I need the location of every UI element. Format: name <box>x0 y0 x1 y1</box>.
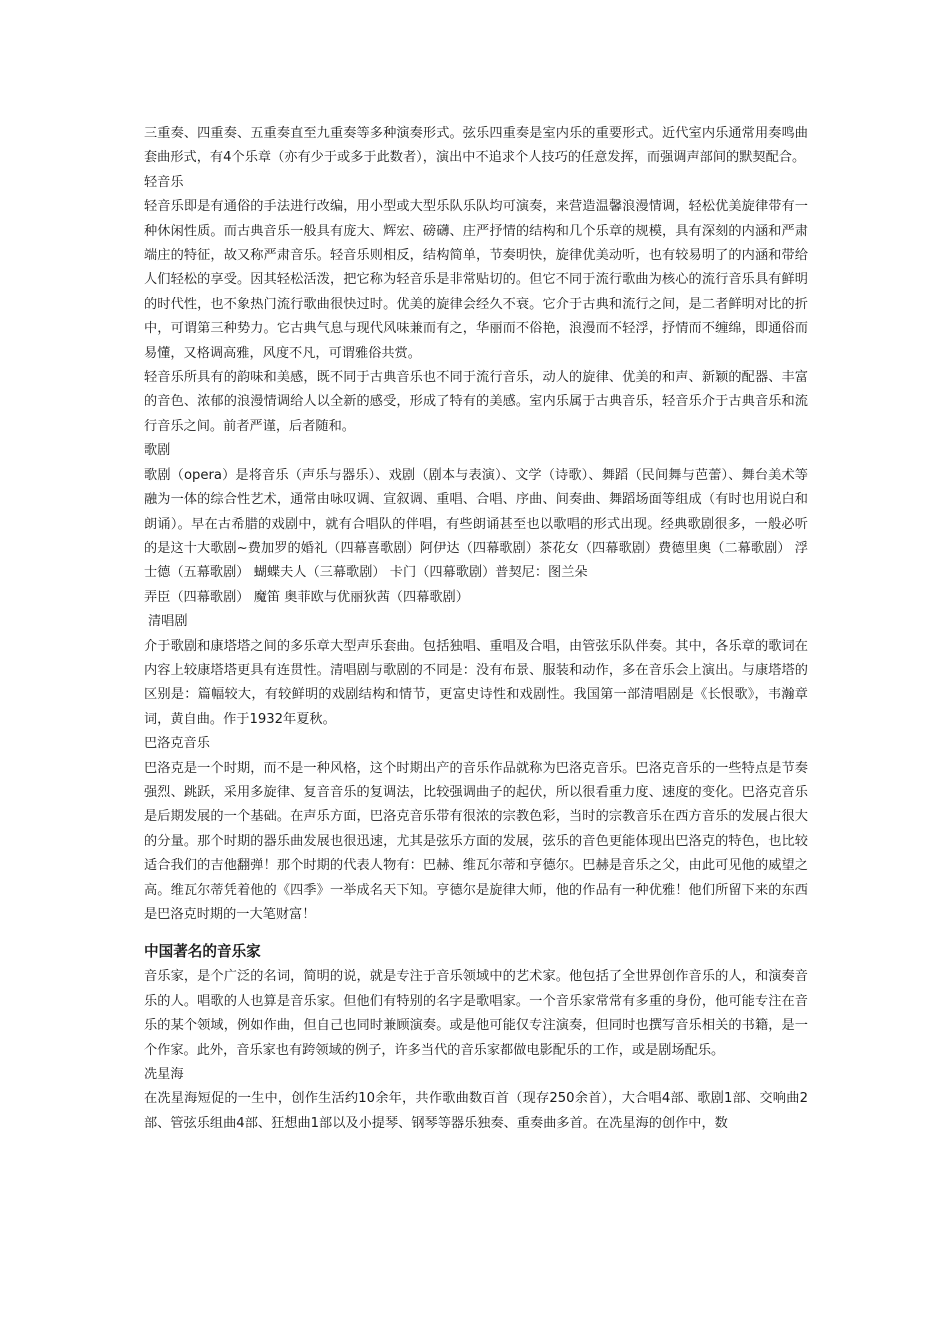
paragraph-musicians: 音乐家，是个广泛的名词，简明的说，就是专注于音乐领域中的艺术家。他包括了全世界创作音乐的人，和演奏音乐的人。唱歌的人也算是音乐家。但他们有特别的名字是歌唱家。一个音乐家常常有多重的身份，他可能专注在音乐的某个领域，例如作曲，但自己也同时兼顾演奏。或是他可能仅专注演奏，但同时也撰写音乐相关的书籍，是一个作家。此外，音乐家也有跨领域的例子，许多当代的音乐家都做电影配乐的工作，或是剧场配乐。 <box>144 969 808 1058</box>
section-title-chinese-musicians: 中国著名的音乐家 <box>144 943 261 961</box>
paragraph-baroque: 巴洛克是一个时期，而不是一种风格，这个时期出产的音乐作品就称为巴洛克音乐。巴洛克音乐的一些特点是节奏强烈、跳跃，采用多旋律、复音音乐的复调法，比较强调曲子的起伏，所以很看重力度、速度的变化。巴洛克音乐是后期发展的一个基础。在声乐方面，巴洛克音乐带有很浓的宗教色彩，当时的宗教音乐在西方音乐的发展占很大的分量。那个时期的器乐曲发展也很迅速，尤其是弦乐方面的发展，弦乐的音色更能体现出巴洛克的特色，也比较适合我们的吉他翻弹！那个时期的代表人物有：巴赫、维瓦尔蒂和亨德尔。巴赫是音乐之父，由此可见他的威望之高。维瓦尔蒂凭着他的《四季》一举成名天下知。亨德尔是旋律大师，他的作品有一种优雅！他们所留下来的东西是巴洛克时期的一大笔财富！ <box>144 760 808 922</box>
heading-xian-xinghai: 冼星海 <box>144 1067 184 1083</box>
paragraph-xian-xinghai: 在冼星海短促的一生中，创作生活约10余年，共作歌曲数百首（现存250余首），大合唱4部、歌剧1部、交响曲2部、管弦乐组曲4部、狂想曲1部以及小提琴、钢琴等器乐独奏、重奏曲多首。在冼星海的创作中，数 <box>144 1091 808 1131</box>
paragraph-light-music-2: 轻音乐所具有的韵味和美感，既不同于古典音乐也不同于流行音乐，动人的旋律、优美的和声、新颖的配器、丰富的音色、浓郁的浪漫情调给人以全新的感受，形成了特有的美感。室内乐属于古典音乐，轻音乐介于古典音乐和流行音乐之间。前者严谨，后者随和。 <box>144 370 808 434</box>
paragraph-oratorio: 介于歌剧和康塔塔之间的多乐章大型声乐套曲。包括独唱、重唱及合唱，由管弦乐队伴奏。其中，各乐章的歌词在内容上较康塔塔更具有连贯性。清唱剧与歌剧的不同是：没有布景、服装和动作，多在音乐会上演出。与康塔塔的区别是：篇幅较大，有较鲜明的戏剧结构和情节，更富史诗性和戏剧性。我国第一部清唱剧是《长恨歌》，韦瀚章词，黄自曲。作于1932年夏秋。 <box>144 638 808 727</box>
heading-opera: 歌剧 <box>144 443 171 459</box>
heading-light-music: 轻音乐 <box>144 174 184 190</box>
heading-oratorio: 清唱剧 <box>148 614 188 630</box>
heading-baroque: 巴洛克音乐 <box>144 736 210 752</box>
document-page <box>144 122 808 1136</box>
paragraph-opera-1: 歌剧（opera）是将音乐（声乐与器乐）、戏剧（剧本与表演）、文学（诗歌）、舞蹈（民间舞与芭蕾）、舞台美术等融为一体的综合性艺术，通常由咏叹调、宣叙调、重唱、合唱、序曲、间奏曲、舞蹈场面等组成（有时也用说白和朗诵）。早在古希腊的戏剧中，就有合唱队的伴唱，有些朗诵甚至也以歌唱的形式出现。经典歌剧很多，一般必听的是这十大歌剧~费加罗的婚礼（四幕喜歌剧）阿伊达（四幕歌剧）茶花女（四幕歌剧）费德里奥（二幕歌剧） 浮士德（五幕歌剧） 蝴蝶夫人（三幕歌剧） 卡门（四幕歌剧）普契尼：图兰朵 <box>144 467 808 581</box>
paragraph-light-music-1: 轻音乐即是有通俗的手法进行改编，用小型或大型乐队乐队均可演奏，来营造温馨浪漫情调，轻松优美旋律带有一种休闲性质。而古典音乐一般具有庞大、辉宏、磅礴、庄严抒情的结构和几个乐章的规模，具有深刻的内涵和严肃端庄的特征，故又称严肃音乐。轻音乐则相反，结构简单，节奏明快，旋律优美动听，也有较易明了的内涵和带给人们轻松的享受。因其轻松活泼，把它称为轻音乐是非常贴切的。但它不同于流行歌曲为核心的流行音乐具有鲜明的时代性，也不象热门流行歌曲很快过时。优美的旋律会经久不衰。它介于古典和流行之间，是二者鲜明对比的折中，可谓第三种势力。它古典气息与现代风味兼而有之，华丽而不俗艳，浪漫而不轻浮，抒情而不缠绵，即通俗而易懂，又格调高雅，风度不凡，可谓雅俗共赏。 <box>144 199 808 361</box>
paragraph-chamber-music: 三重奏、四重奏、五重奏直至九重奏等多种演奏形式。弦乐四重奏是室内乐的重要形式。近代室内乐通常用奏鸣曲套曲形式，有4个乐章（亦有少于或多于此数者），演出中不追求个人技巧的任意发挥，而强调声部间的默契配合。 <box>144 126 808 166</box>
paragraph-opera-2: 弄臣（四幕歌剧） 魔笛 奥菲欧与优丽狄茜（四幕歌剧） <box>144 589 469 605</box>
